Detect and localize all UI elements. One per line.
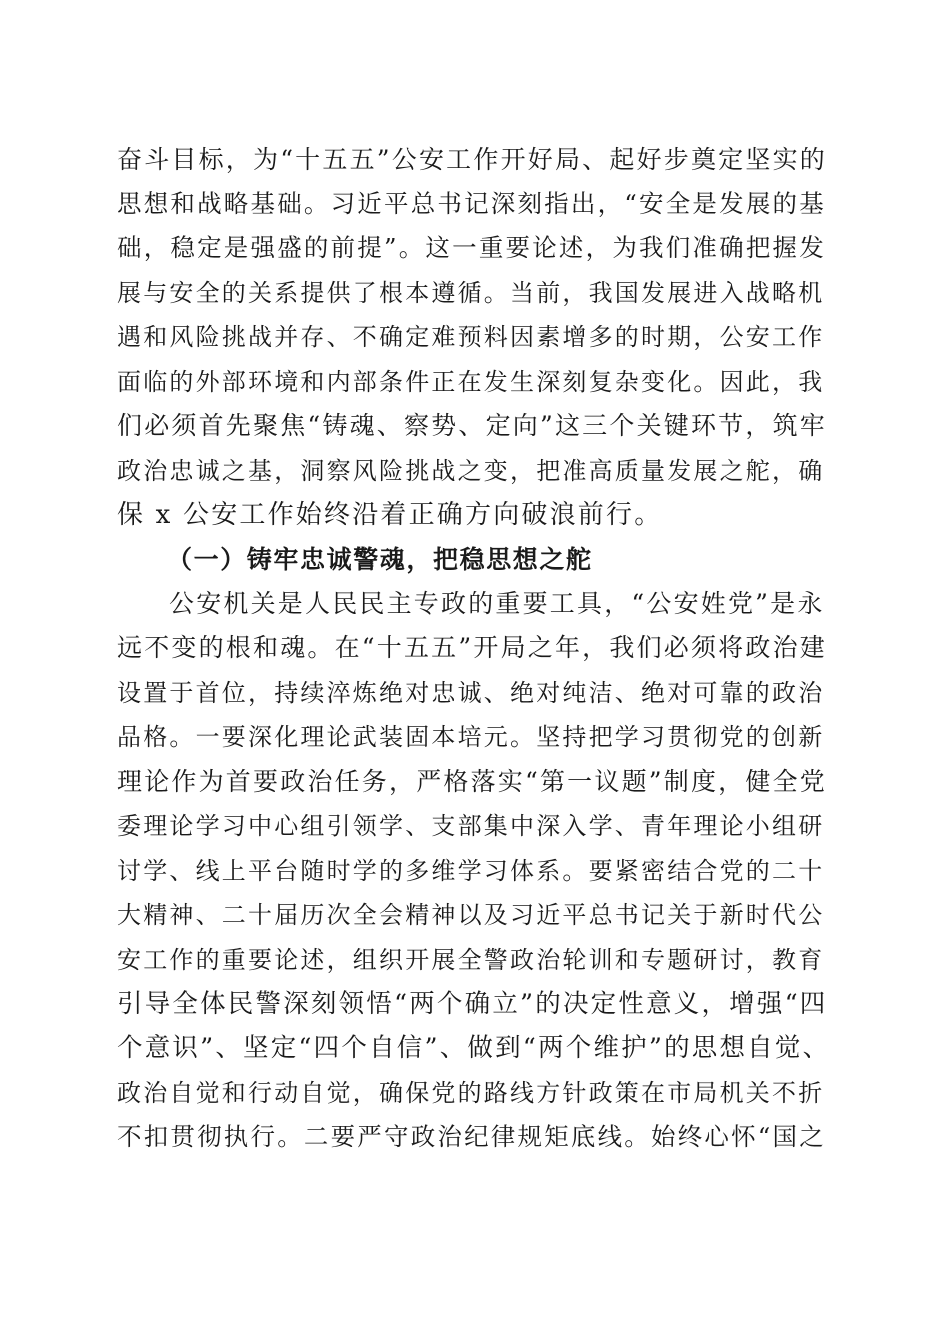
text-line: 础，稳定是强盛的前提”。这一重要论述，为我们准确把握发 — [117, 233, 826, 262]
text-line: 理论作为首要政治任务，严格落实“第一议题”制度，健全党 — [117, 767, 827, 796]
text-line: 公安机关是人民民主专政的重要工具，“公安姓党”是永 — [169, 589, 825, 618]
text-line: 个意识”、坚定“四个自信”、做到“两个维护”的思想自觉、 — [117, 1033, 831, 1063]
text-line: 思想和战略基础。习近平总书记深刻指出，“安全是发展的基 — [117, 189, 826, 218]
text-line: 政治忠诚之基，洞察风险挑战之变，把准高质量发展之舵，确 — [117, 457, 825, 485]
text-line: 奋斗目标，为“十五五”公安工作开好局、起好步奠定坚实的 — [117, 145, 827, 174]
text-line: 面临的外部环境和内部条件正在发生深刻复杂变化。因此，我 — [117, 368, 825, 396]
text-line: 远不变的根和魂。在“十五五”开局之年，我们必须将政治建 — [117, 633, 827, 662]
text-line: 遇和风险挑战并存、不确定难预料因素增多的时期，公安工作 — [117, 323, 825, 351]
text-line: 引导全体民警深刻领悟“两个确立”的决定性意义，增强“四 — [117, 989, 828, 1019]
section-heading: （一）铸牢忠诚警魂，把稳思想之舵 — [167, 545, 593, 574]
text-line: 们必须首先聚焦“铸魂、察势、定向”这三个关键环节，筑牢 — [117, 411, 827, 440]
text-line: 讨学、线上平台随时学的多维学习体系。要紧密结合党的二十 — [117, 857, 825, 885]
text-line: 大精神、二十届历次全会精神以及习近平总书记关于新时代公 — [117, 901, 825, 929]
text-line: 安工作的重要论述，组织开展全警政治轮训和专题研讨，教育 — [117, 946, 825, 974]
text-line: 展与安全的关系提供了根本遵循。当前，我国发展进入战略机 — [117, 279, 825, 307]
text-line: 政治自觉和行动自觉，确保党的路线方针政策在市局机关不折 — [117, 1079, 825, 1107]
text-line: 保 x 公安工作始终沿着正确方向破浪前行。 — [117, 500, 663, 530]
text-line: 设置于首位，持续淬炼绝对忠诚、绝对纯洁、绝对可靠的政治 — [117, 679, 825, 707]
text-line: 委理论学习中心组引领学、支部集中深入学、青年理论小组研 — [117, 812, 825, 840]
text-line: 不扣贯彻执行。二要严守政治纪律规矩底线。始终心怀“国之 — [117, 1122, 826, 1151]
text-line: 品格。一要深化理论武装固本培元。坚持把学习贯彻党的创新 — [117, 723, 825, 751]
